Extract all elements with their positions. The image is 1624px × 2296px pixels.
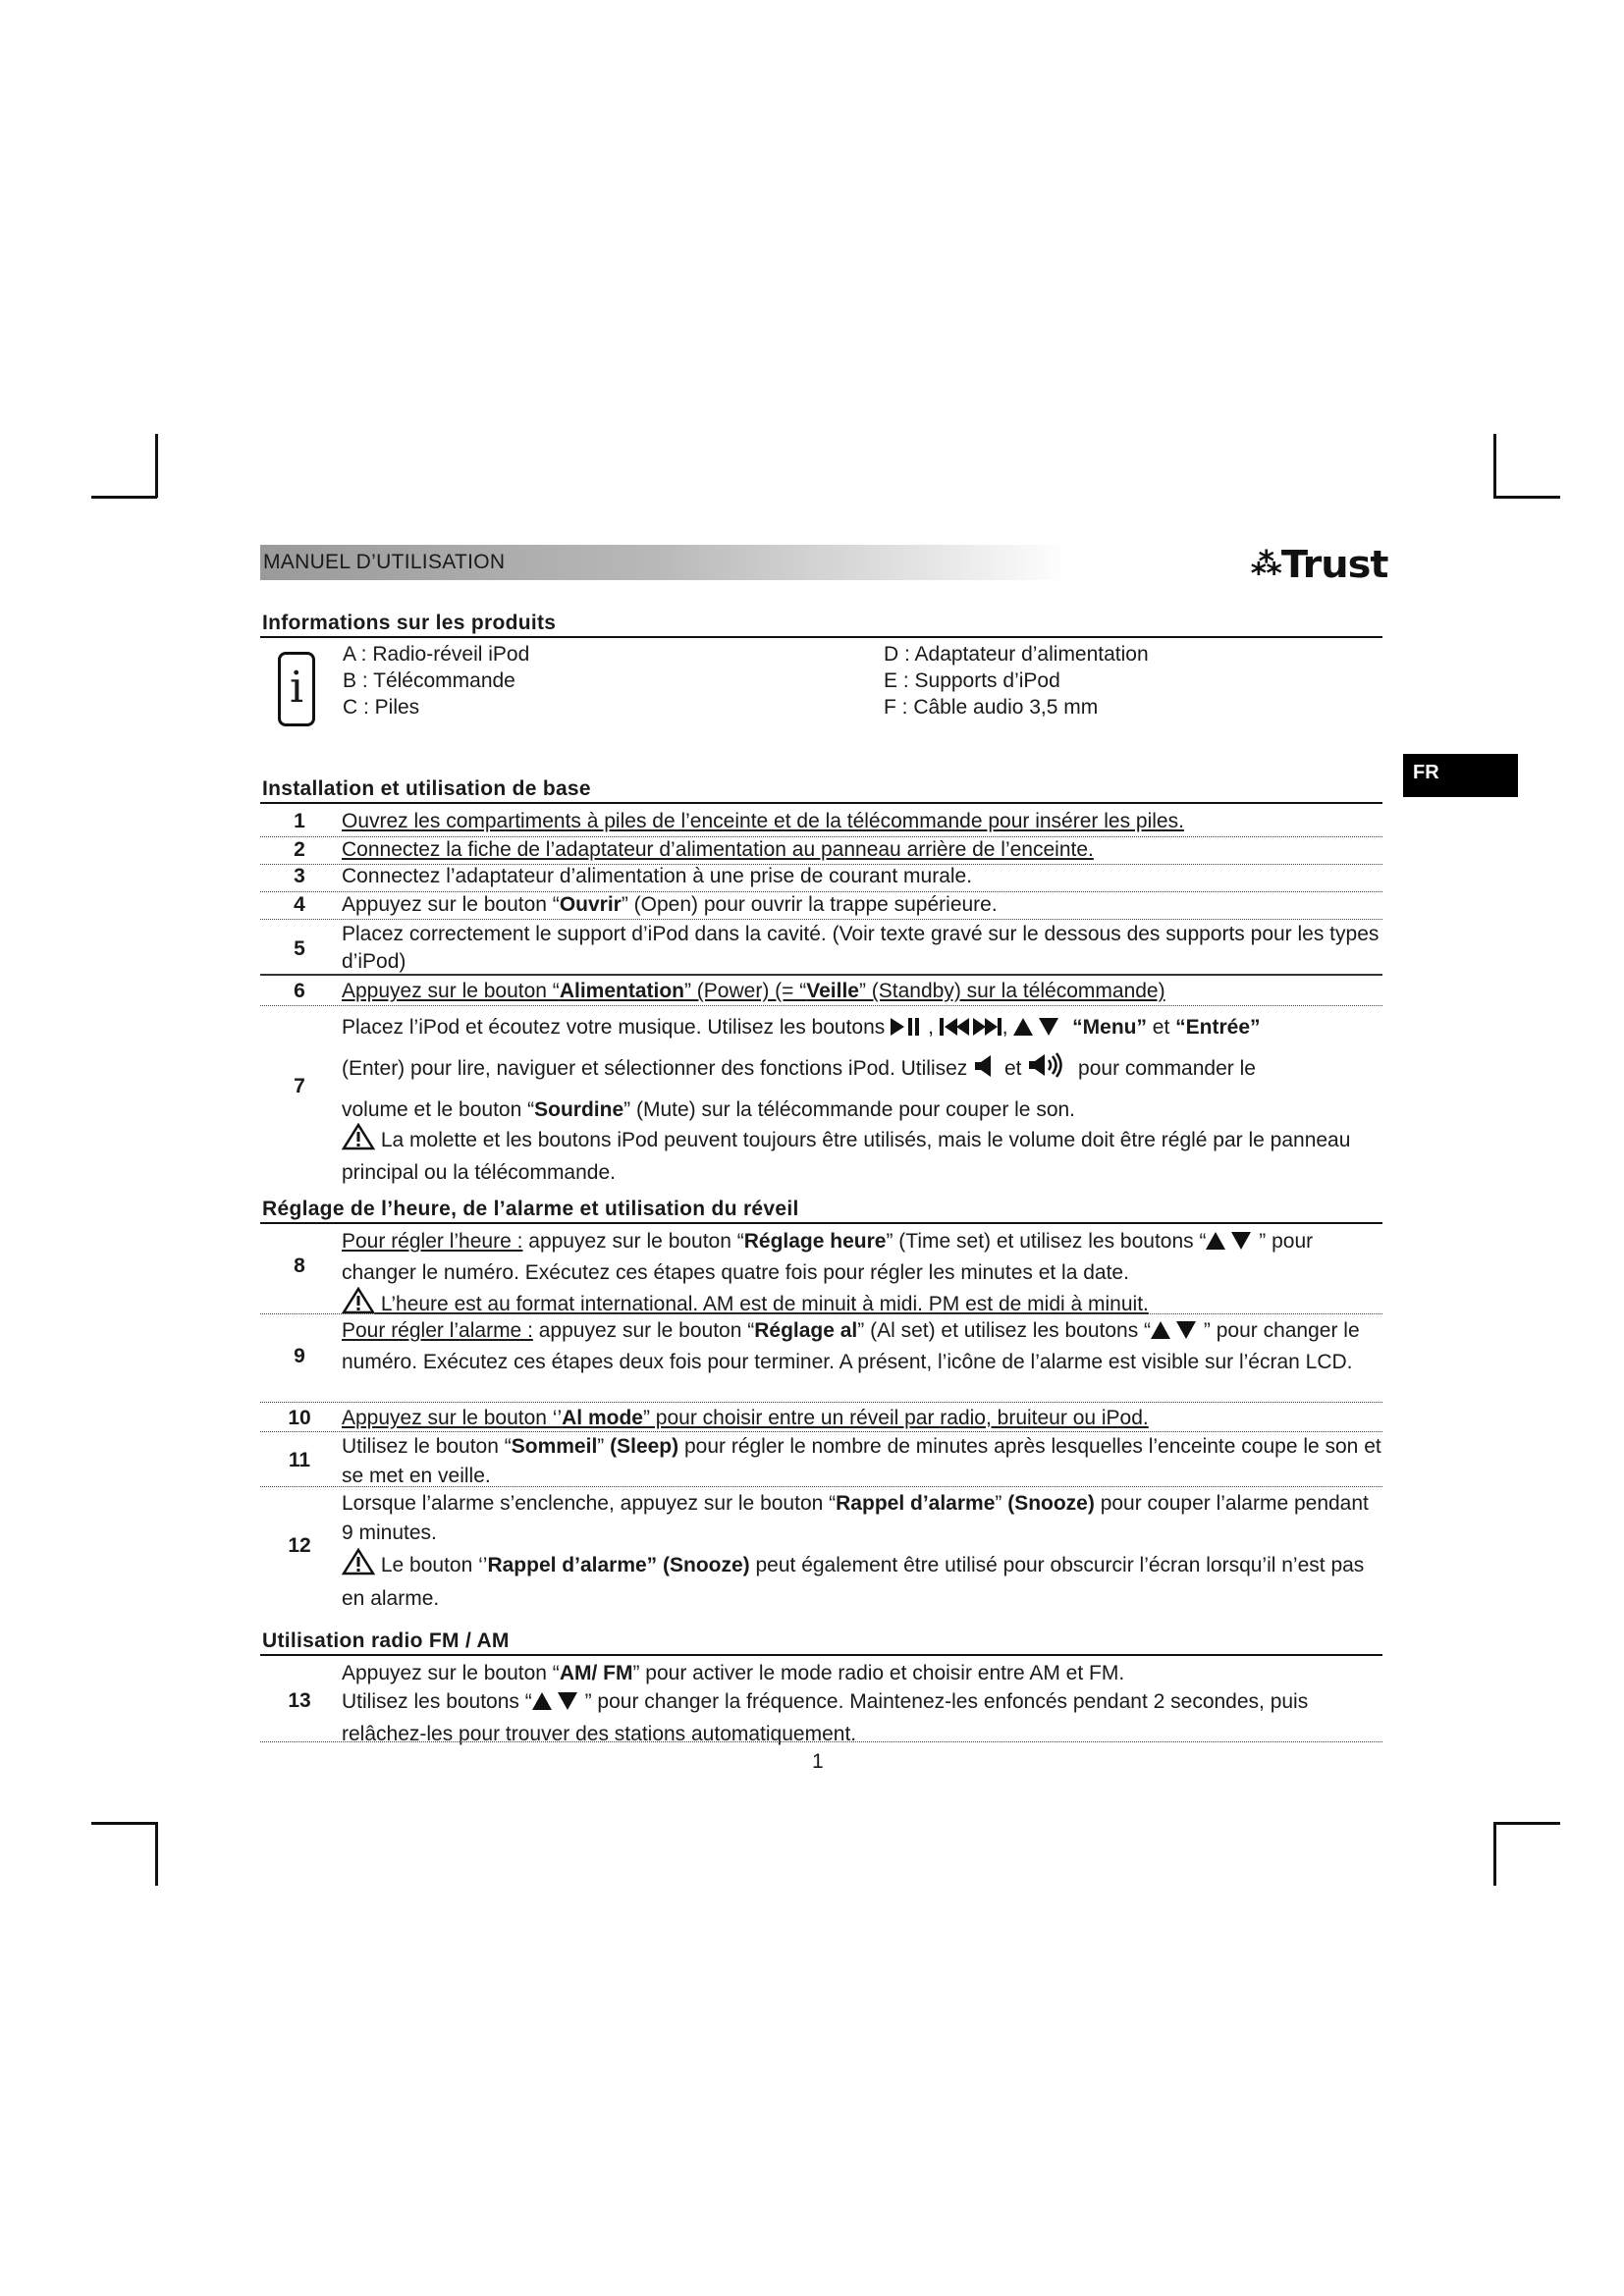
row-divider (260, 1313, 1382, 1314)
alarm-heading: Réglage de l’heure, de l’alarme et utilisation du réveil (262, 1198, 799, 1220)
trust-logo: ⁂Trust (1250, 543, 1388, 586)
logo-text: Trust (1280, 543, 1388, 586)
product-item: E : Supports d’iPod (884, 669, 1060, 692)
crop-mark-bottom-right-v (1493, 1822, 1496, 1886)
crop-mark-bottom-left-v (155, 1822, 158, 1886)
row-divider (260, 1005, 1382, 1006)
step-number: 10 (288, 1407, 311, 1429)
step-text: Connectez l’adaptateur d’alimentation à une prise de courant murale. (342, 865, 973, 887)
crop-mark-bottom-right-h (1493, 1822, 1560, 1825)
step-number: 9 (294, 1345, 305, 1367)
step-number: 7 (294, 1075, 305, 1097)
section-rule (260, 1222, 1382, 1224)
step-number: 5 (294, 937, 305, 960)
step-number: 2 (294, 838, 305, 861)
crop-mark-top-right-h (1493, 496, 1560, 499)
crop-mark-top-left-h (91, 496, 157, 499)
header-title: MANUEL D’UTILISATION (263, 551, 506, 573)
product-item: D : Adaptateur d’alimentation (884, 643, 1149, 666)
row-divider (260, 919, 1382, 920)
step-number: 1 (294, 810, 305, 832)
step-number: 4 (294, 893, 305, 916)
step-text (342, 808, 1382, 835)
step-number: 12 (288, 1534, 311, 1557)
step-text: Pour régler l’heure : appuyez sur le bouton “Réglage heure” (Time set) et utilisez les boutons “ ” pour changer le numéro. Exécutez ces étapes quatre fois pour régler les minutes et la date. L’heure est au format international. AM est de minuit à midi. PM est de midi à minuit. (342, 1228, 1382, 1322)
row-divider (260, 1486, 1382, 1487)
step-number: 3 (294, 865, 305, 887)
step-text (342, 836, 1382, 864)
step-1-text: Ouvrez les compartiments à piles de l’enceinte et de la télécommande pour insérer les piles. (342, 810, 1184, 832)
step-text: Placez correctement le support d’iPod dans la cavité. (Voir texte gravé sur le dessous des supports pour les types d’iPod) (342, 923, 1380, 973)
crop-mark-top-right-v (1493, 434, 1496, 498)
section-rule (260, 1654, 1382, 1656)
up-down-icon (1206, 1230, 1253, 1259)
step-number: 8 (294, 1255, 305, 1277)
row-divider (260, 1402, 1382, 1403)
product-item: A : Radio-réveil iPod (343, 643, 530, 666)
crop-mark-bottom-left-h (91, 1822, 157, 1825)
installation-heading: Installation et utilisation de base (262, 777, 591, 800)
row-divider (260, 974, 1382, 976)
step-text: Utilisez le bouton “Sommeil” (Sleep) pour régler le nombre de minutes après lesquelles l’enceinte coupe le son et se met en veille. (342, 1435, 1381, 1487)
step-text: Appuyez sur le bouton “AM/ FM” pour activer le mode radio et choisir entre AM et FM. Utilisez les boutons “ ” pour changer la fréquence. Maintenez-les enfoncés pendant 2 secondes, puis relâchez-les pour trouver des stations automatiquement. (342, 1662, 1309, 1745)
step-text: Pour régler l’alarme : appuyez sur le bouton “Réglage al” (Al set) et utilisez les boutons “ ” pour changer le numéro. Exécutez ces étapes deux fois pour terminer. A présent, l’icône de l’alarme est visible sur l’écran LCD. (342, 1319, 1360, 1373)
row-divider (260, 1741, 1382, 1742)
volume-down-icon (973, 1053, 999, 1092)
step-number: 6 (294, 980, 305, 1002)
step-text: Appuyez sur le bouton ‘’Al mode” pour choisir entre un réveil par radio, bruiteur ou iPod. (342, 1407, 1149, 1429)
product-item: C : Piles (343, 696, 420, 719)
section-rule (260, 636, 1382, 638)
step-number: 11 (288, 1449, 311, 1471)
skip-prev-next-icon (940, 1013, 1002, 1050)
up-down-icon (532, 1690, 579, 1720)
warning-icon (342, 1123, 375, 1158)
language-tab: FR (1403, 754, 1518, 797)
step-2-text: Connectez la fiche de l’adaptateur d’alimentation au panneau arrière de l’enceinte. (342, 838, 1094, 861)
step-text: Lorsque l’alarme s’enclenche, appuyez sur le bouton “Rappel d’alarme” (Snooze) pour couper l’alarme pendant 9 minutes. Le bouton ‘’Rappel d’alarme” (Snooze) peut également être utilisé pour obscurcir l’écran lorsqu’il n’est pas en alarme. (342, 1492, 1369, 1610)
step-text: Appuyez sur le bouton “Alimentation” (Power) (= “Veille” (Standby) sur la télécommande) (342, 980, 1165, 1002)
crop-mark-top-left-v (155, 434, 158, 498)
play-pause-icon (891, 1013, 928, 1050)
step-number: 13 (288, 1689, 311, 1712)
info-icon: i (278, 652, 315, 726)
up-down-icon (1151, 1319, 1198, 1349)
step-7-warning: La molette et les boutons iPod peuvent toujours être utilisés, mais le volume doit être réglé par le panneau principal ou la télécommande. (342, 1123, 1363, 1187)
warning-icon (342, 1548, 375, 1584)
product-item: F : Câble audio 3,5 mm (884, 696, 1099, 719)
product-item: B : Télécommande (343, 669, 515, 692)
volume-up-icon (1027, 1051, 1066, 1092)
section-rule (260, 802, 1382, 804)
step-text: Placez l’iPod et écoutez votre musique. Utilisez les boutons , , “Menu” et “Entrée” (Enter) pour lire, naviguer et sélectionner des fonctions iPod. Utilisez et pour commander le volume et le bouton “Sourdine” (Mute) sur la télécommande pour couper le son. (342, 1009, 1382, 1129)
products-heading: Informations sur les produits (262, 612, 557, 634)
radio-heading: Utilisation radio FM / AM (262, 1629, 510, 1652)
step-text: Appuyez sur le bouton “Ouvrir” (Open) pour ouvrir la trappe supérieure. (342, 893, 998, 916)
page-number: 1 (812, 1750, 824, 1773)
up-down-icon (1013, 1013, 1060, 1050)
